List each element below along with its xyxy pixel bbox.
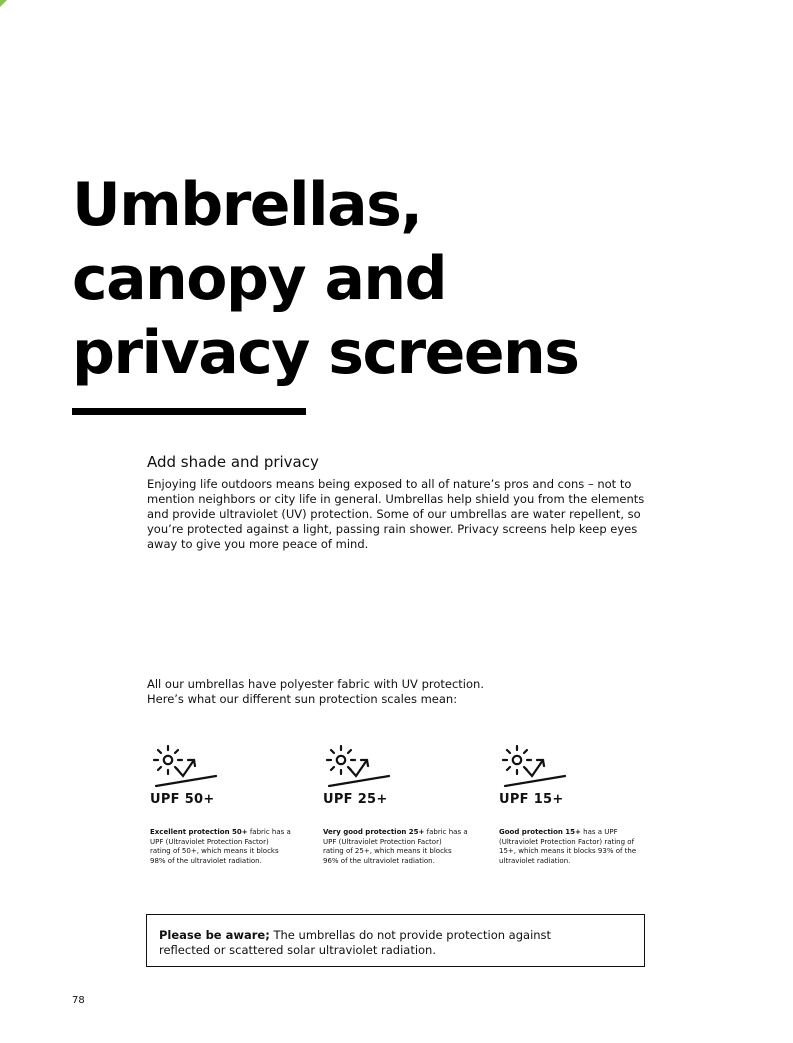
upf-rating-card [323,742,483,866]
notice-text: The umbrellas do not provide protection against [269,928,552,942]
intro-line: you’re protected against a light, passing rain shower. Privacy screens help keep eyes [147,522,638,536]
intro-line: Enjoying life outdoors means being exposed to all of nature’s pros and cons – not to [147,477,632,491]
sun-uv-icon [323,742,403,790]
upf-description-line: rating of 25+, which means it blocks [323,847,452,855]
uv-intro-paragraph [147,677,647,707]
page-title [72,168,692,390]
notice-text: reflected or scattered solar ultraviolet radiation. [159,943,437,957]
upf-rating-label: UPF 50+ [150,792,215,807]
page-number: 78 [72,995,85,1006]
title-line: Umbrellas, [72,170,422,240]
upf-description-line: UPF (Ultraviolet Protection Factor) [323,837,442,846]
sun-uv-icon [499,742,579,790]
title-line: canopy and [72,244,447,314]
sun-uv-icon [150,742,230,790]
upf-description [323,828,483,866]
upf-rating-label: UPF 15+ [499,792,564,807]
notice-lead: Please be aware; [159,928,270,942]
title-underline [72,408,306,415]
upf-description-lead: Excellent protection 50+ [150,828,248,836]
upf-description-line: UPF (Ultraviolet Protection Factor) [150,837,269,846]
upf-description-line: 96% of the ultraviolet radiation. [323,856,435,865]
upf-description [499,828,659,866]
intro-paragraph [147,477,647,552]
upf-description-line: has a UPF [580,828,618,836]
intro-line: and provide ultraviolet (UV) protection. Some of our umbrellas are water repellent, so [147,507,641,521]
upf-rating-card [150,742,310,866]
upf-description [150,828,310,866]
uv-intro-line: All our umbrellas have polyester fabric with UV protection. [147,677,484,691]
upf-description-line: ultraviolet radiation. [499,856,571,865]
upf-description-line: 98% of the ultraviolet radiation. [150,856,262,865]
upf-description-line: fabric has a [247,828,291,836]
intro-line: mention neighbors or city life in general. Umbrellas help shield you from the elements [147,492,645,506]
upf-rating-card [499,742,659,866]
upf-description-line: 15+, which means it blocks 93% of the [499,847,637,855]
upf-description-lead: Good protection 15+ [499,828,581,836]
upf-description-lead: Very good protection 25+ [323,828,425,836]
intro-line: away to give you more peace of mind. [147,537,369,551]
uv-intro-line: Here’s what our different sun protection scales mean: [147,692,458,706]
upf-description-line: fabric has a [424,828,468,836]
upf-description-line: rating of 50+, which means it blocks [150,847,279,855]
upf-rating-label: UPF 25+ [323,792,388,807]
upf-description-line: (Ultraviolet Protection Factor) rating of [499,837,635,846]
title-line: privacy screens [72,318,579,388]
notice-box [146,914,645,967]
corner-crop-mark [0,0,7,7]
section-subheading: Add shade and privacy [147,453,319,471]
